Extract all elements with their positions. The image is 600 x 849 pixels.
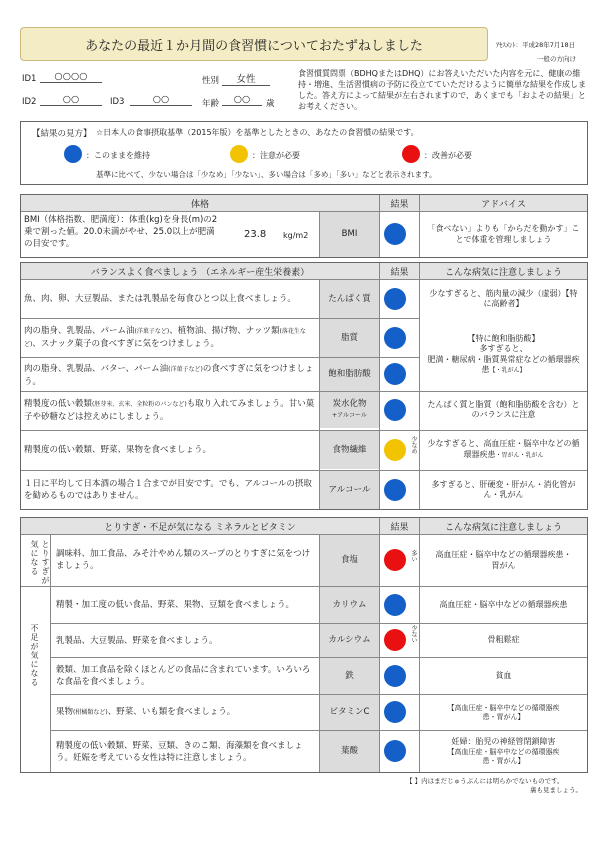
satfat-text-1: 肉の脂身、乳製品、バター、パーム油 — [24, 363, 169, 374]
age-unit: 歳 — [266, 99, 275, 109]
fat-text-small-1: (洋菓子など) — [134, 328, 170, 335]
legend-yellow-dot — [230, 145, 248, 163]
fiber-advice-text: 少なすぎると、高血圧症・脳卒中などの循環器疾患 — [427, 439, 580, 459]
physique-result-header: 結果 — [379, 195, 419, 211]
potassium-label: カリウム — [320, 587, 379, 623]
calcium-level: 少ない — [410, 625, 417, 643]
calcium-advice: 骨粗鬆症 — [487, 635, 520, 645]
carb-text-1: 精製度の低い穀類 — [24, 398, 93, 409]
iron-result-dot — [384, 665, 406, 687]
carb-text-2: も取り入れてみましょう。甘い菓子や砂糖などは控えめにしましょう。 — [24, 398, 315, 422]
age-value: ○○ — [222, 94, 262, 106]
group-lack-label: 不足が気になる — [30, 624, 39, 687]
legend-note: 基準に比べて、少ない場合は「少なめ」「少ない」、多い場合は「多め」「多い」などと表示されます。 — [96, 170, 437, 179]
table-row — [56, 537, 316, 583]
legend-blue-dot — [64, 145, 82, 163]
vitc-result-dot — [384, 701, 406, 723]
legend-blue-label: ：このままを維持 — [86, 151, 150, 160]
folate-advice — [420, 731, 587, 772]
bmi-label: BMI — [319, 212, 379, 257]
table-row — [24, 473, 316, 507]
carb-label: 炭水化物 — [332, 399, 367, 409]
fat-text-small-2: (落花生など) — [24, 328, 306, 348]
folate-label: 葉酸 — [320, 731, 379, 772]
folate-result-dot — [384, 740, 406, 762]
fat-advice-line3: 肥満・糖尿病・脂質異常症などの循環器疾患 — [427, 354, 580, 374]
table-row — [56, 697, 316, 727]
table-row — [56, 733, 316, 771]
fat-advice-line3-small: 【・乳がん】 — [489, 367, 526, 374]
bmi-unit: kg/m2 — [283, 231, 309, 240]
vitc-text-1: 果物 — [56, 706, 74, 717]
satfat-label: 飽和脂肪酸 — [320, 358, 379, 391]
id1-label: ID1 — [22, 74, 37, 84]
protein-label: たんぱく質 — [320, 280, 379, 318]
page-title: あなたの最近１か月間の食習慣についておたずねしました — [20, 27, 488, 61]
fat-advice — [420, 319, 587, 391]
table-row — [24, 394, 316, 426]
fat-text-3: 、スナック菓子の食べすぎに気をつけましょう。 — [32, 339, 220, 349]
table-row — [24, 282, 316, 316]
id2-value: ○○ — [40, 94, 102, 106]
footnote: 【 】内はまだじゅうぶんには明らかでないものです。 — [406, 777, 564, 785]
salt-result-dot — [384, 549, 406, 571]
satfat-result-dot — [384, 363, 406, 385]
legend-yellow-label: ：注意が必要 — [252, 151, 300, 160]
id1-value: ○○○○ — [40, 71, 102, 83]
physique-header: 体格 — [21, 195, 379, 211]
id2-label: ID2 — [22, 97, 37, 107]
group-excess-label: とりすぎが気になる — [30, 540, 50, 585]
salt-advice: 高血圧症・脳卒中などの循環器疾患・胃がん — [435, 550, 572, 570]
bmi-description: BMI（体格指数、肥満度）：体重(kg)を身長(m)の2乗で割った値。20.0未満がやせ、25.0以上が肥満の目安です。 — [24, 215, 218, 249]
bmi-value: 23.8 — [244, 229, 267, 240]
iron-advice: 貧血 — [495, 670, 512, 680]
carb-label-cell — [320, 392, 379, 428]
table-row — [24, 321, 316, 355]
table-row — [56, 589, 316, 621]
protein-text: 魚、肉、卵、大豆製品、または乳製品を毎食ひとつ以上食べましょう。 — [24, 294, 296, 304]
protein-advice: 少なすぎると、筋肉量の減少（虚弱）【特に高齢者】 — [429, 288, 578, 308]
fat-label: 脂質 — [320, 319, 379, 357]
minerals-disease-header: こんな病気に注意しましょう — [419, 518, 587, 534]
fiber-advice-small: ・胃がん・乳がん — [495, 451, 544, 459]
protein-result-dot — [384, 288, 406, 310]
fat-advice-line2: 多すぎると、 — [479, 344, 528, 353]
iron-label: 鉄 — [320, 658, 379, 694]
table-row — [56, 660, 316, 692]
fat-text-1: 肉の脂身、乳製品、パーム油 — [24, 326, 135, 336]
satfat-text-2: の食べすぎに気をつけましょう。 — [24, 363, 314, 387]
fat-result-dot — [384, 327, 406, 349]
fat-text-2: 、植物油、揚げ物、ナッツ類 — [169, 326, 280, 336]
footnote-back: 裏も見ましょう。 — [530, 786, 582, 794]
carb-text-small: (胚芽米、玄米、全粒粉のパンなど) — [92, 400, 187, 408]
legend-title: 【結果の見方】 — [32, 129, 92, 139]
calcium-text: 乳製品、大豆製品、野菜を食べましょう。 — [56, 636, 218, 646]
legend-red-dot — [402, 145, 420, 163]
potassium-advice: 高血圧症・脳卒中などの循環器疾患 — [439, 599, 568, 609]
bmi-result-dot — [384, 223, 406, 245]
carb-advice: たんぱく質と脂質（飽和脂肪酸を含む）とのバランスに注意 — [427, 399, 580, 419]
calcium-result-dot — [384, 629, 406, 651]
bmi-advice: 「食べない」よりも「からだを動かす」ことで体重を管理しましょう — [419, 212, 587, 257]
fiber-advice — [420, 431, 587, 469]
folate-advice-2: 【高血圧症・脳卒中などの循環器疾患・胃がん】 — [447, 747, 560, 765]
balance-header: バランスよく食べましょう （エネルギー産生栄養素） — [21, 263, 379, 279]
minerals-result-header: 結果 — [379, 518, 419, 534]
potassium-result-dot — [384, 594, 406, 616]
vitc-text-small: (柑橘類など) — [73, 708, 108, 716]
folate-advice-1: 妊婦：胎児の神経管閉鎖障害 — [451, 737, 556, 747]
balance-disease-header: こんな病気に注意しましょう — [419, 263, 587, 279]
satfat-text-small: (洋菓子など) — [168, 365, 203, 373]
table-row — [24, 360, 316, 390]
sex-label: 性別 — [202, 76, 220, 86]
id3-label: ID3 — [110, 97, 125, 107]
alcohol-result-dot — [384, 479, 406, 501]
table-row — [24, 433, 316, 467]
minerals-header: とりすぎ・不足が気になる ミネラルとビタミン — [21, 518, 379, 534]
age-label: 年齢 — [202, 99, 220, 109]
vitc-text-2: 、野菜、いも類を食べましょう。 — [107, 706, 236, 717]
calcium-label: カルシウム — [320, 624, 379, 657]
salt-level: 多い — [410, 550, 417, 562]
alcohol-text: １日に平均して日本酒の場合１合までが目安です。でも、アルコールの摂取を勧めるものではありません。 — [24, 479, 312, 501]
iron-text: 穀類、加工食品を除くほとんどの食品に含まれています。いろいろな食品を食べましょう。 — [56, 665, 311, 687]
fiber-result-dot — [384, 439, 406, 461]
balance-result-header: 結果 — [379, 263, 419, 279]
notice-text: 食習慣質問票（BDHQまたはDHQ）にお答えいただいた内容を元に、健康の維持・増進、生活習慣病の予防に役立てていただけるように簡単な結果を作成しました。答え方によって結果が左右されますので、あくまでも「およその結果」とお考えください。 — [298, 69, 586, 111]
id3-value: ○○ — [130, 94, 192, 106]
alcohol-label: アルコール — [320, 471, 379, 509]
audience-label: 一般の方向け — [537, 55, 576, 63]
table-row — [56, 626, 316, 656]
legend-subtitle: ☆日本人の食事摂取基準（2015年版）を基準としたときの、あなたの食習慣の結果です。 — [96, 128, 419, 137]
assessment-date: ｱｾｽﾒﾝﾄ：平成28年7月18日 — [496, 41, 576, 49]
fiber-label: 食物繊維 — [320, 431, 379, 469]
legend-red-label: ：改善が必要 — [424, 151, 472, 160]
salt-text: 調味料、加工食品、みそ汁やめん類のスープのとりすぎに気をつけましょう。 — [56, 549, 311, 571]
alcohol-advice: 多すぎると、肝硬変・肝がん・消化管がん・乳がん — [431, 479, 576, 499]
carb-result-dot — [384, 399, 406, 421]
fat-advice-line1: 【特に飽和脂肪酸】 — [467, 333, 540, 343]
physique-advice-header: アドバイス — [419, 195, 587, 211]
potassium-text: 精製・加工度の低い食品、野菜、果物、豆類を食べましょう。 — [56, 600, 295, 610]
folate-text: 精製度の低い穀類、野菜、豆類、きのこ類、海藻類を食べましょう。妊娠を考えている女性は特に注意しましょう。 — [56, 741, 303, 763]
salt-label: 食塩 — [320, 535, 379, 586]
carb-sublabel: +アルコール — [332, 412, 367, 419]
fiber-level: 少なめ — [410, 436, 417, 454]
vitc-advice: 【高血圧症・脳卒中などの循環器疾患・胃がん】 — [447, 703, 560, 721]
sex-value: 女性 — [222, 71, 270, 86]
vitc-label: ビタミンC — [320, 695, 379, 730]
fiber-text: 精製度の低い穀類、野菜、果物を食べましょう。 — [24, 445, 212, 455]
